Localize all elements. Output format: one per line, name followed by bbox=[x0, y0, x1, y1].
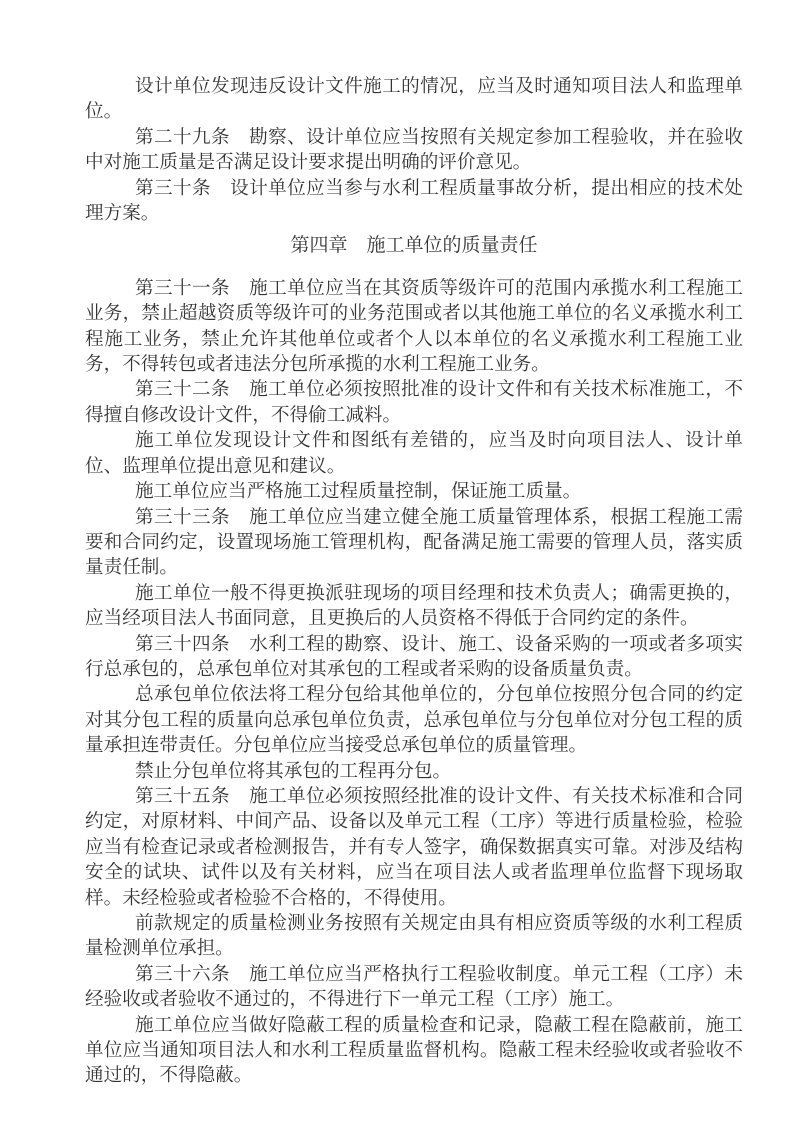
paragraph: 施工单位应当严格施工过程质量控制，保证施工质量。 bbox=[135, 481, 582, 503]
chapter-heading: 第四章 施工单位的质量责任 bbox=[290, 235, 538, 257]
paragraph: 第三十四条 水利工程的勘察、设计、施工、设备采购的一项或者多项实行总承包的，总承包单位对其承包的工程或者采购的设备质量负责。 bbox=[85, 633, 743, 680]
paragraph: 第三十一条 施工单位应当在其资质等级许可的范围内承揽水利工程施工业务，禁止超越资质等级许可的业务范围或者以其他施工单位的名义承揽水利工程施工业务，禁止允许其他单位或者个人以本单位的名义承揽水利工程施工业务，不得转包或者违法分包所承揽的水利工程施工业务。 bbox=[85, 277, 743, 376]
paragraph: 前款规定的质量检测业务按照有关规定由具有相应资质等级的水利工程质量检测单位承担。 bbox=[85, 913, 743, 960]
paragraph: 施工单位发现设计文件和图纸有差错的，应当及时向项目法人、设计单位、监理单位提出意见和建议。 bbox=[85, 430, 743, 477]
paragraph: 设计单位发现违反设计文件施工的情况，应当及时通知项目法人和监理单位。 bbox=[85, 76, 743, 123]
paragraph: 第二十九条 勘察、设计单位应当按照有关规定参加工程验收，并在验收中对施工质量是否满足设计要求提出明确的评价意见。 bbox=[85, 126, 743, 174]
paragraph: 第三十三条 施工单位应当建立健全施工质量管理体系，根据工程施工需要和合同约定，设置现场施工管理机构，配备满足施工需要的管理人员，落实质量责任制。 bbox=[85, 506, 743, 579]
paragraph: 第三十六条 施工单位应当严格执行工程验收制度。单元工程（工序）未经验收或者验收不通过的，不得进行下一单元工程（工序）施工。 bbox=[85, 963, 743, 1011]
paragraph: 施工单位应当做好隐蔽工程的质量检查和记录，隐蔽工程在隐蔽前，施工单位应当通知项目法人和水利工程质量监督机构。隐蔽工程未经验收或者验收不通过的，不得隐蔽。 bbox=[85, 1014, 743, 1087]
document-text-block bbox=[85, 74, 743, 1089]
paragraph: 禁止分包单位将其承包的工程再分包。 bbox=[135, 760, 452, 782]
paragraph: 施工单位一般不得更换派驻现场的项目经理和技术负责人；确需更换的，应当经项目法人书面同意，且更换后的人员资格不得低于合同约定的条件。 bbox=[85, 582, 743, 630]
paragraph: 第三十五条 施工单位必须按照经批准的设计文件、有关技术标准和合同约定，对原材料、中间产品、设备以及单元工程（工序）等进行质量检验，检验应当有检查记录或者检测报告，并有专人签字，确保数据真实可靠。对涉及结构安全的试块、试件以及有关材料，应当在项目法人或者监理单位监督下现场取样。未经检验或者检验不合格的，不得使用。 bbox=[85, 785, 743, 909]
paragraph: 第三十二条 施工单位必须按照批准的设计文件和有关技术标准施工，不得擅自修改设计文件，不得偷工减料。 bbox=[85, 379, 743, 426]
paragraph: 总承包单位依法将工程分包给其他单位的，分包单位按照分包合同的约定对其分包工程的质量向总承包单位负责，总承包单位与分包单位对分包工程的质量承担连带责任。分包单位应当接受总承包单位的质量管理。 bbox=[85, 684, 743, 757]
paragraph: 第三十条 设计单位应当参与水利工程质量事故分析，提出相应的技术处理方案。 bbox=[85, 177, 743, 225]
